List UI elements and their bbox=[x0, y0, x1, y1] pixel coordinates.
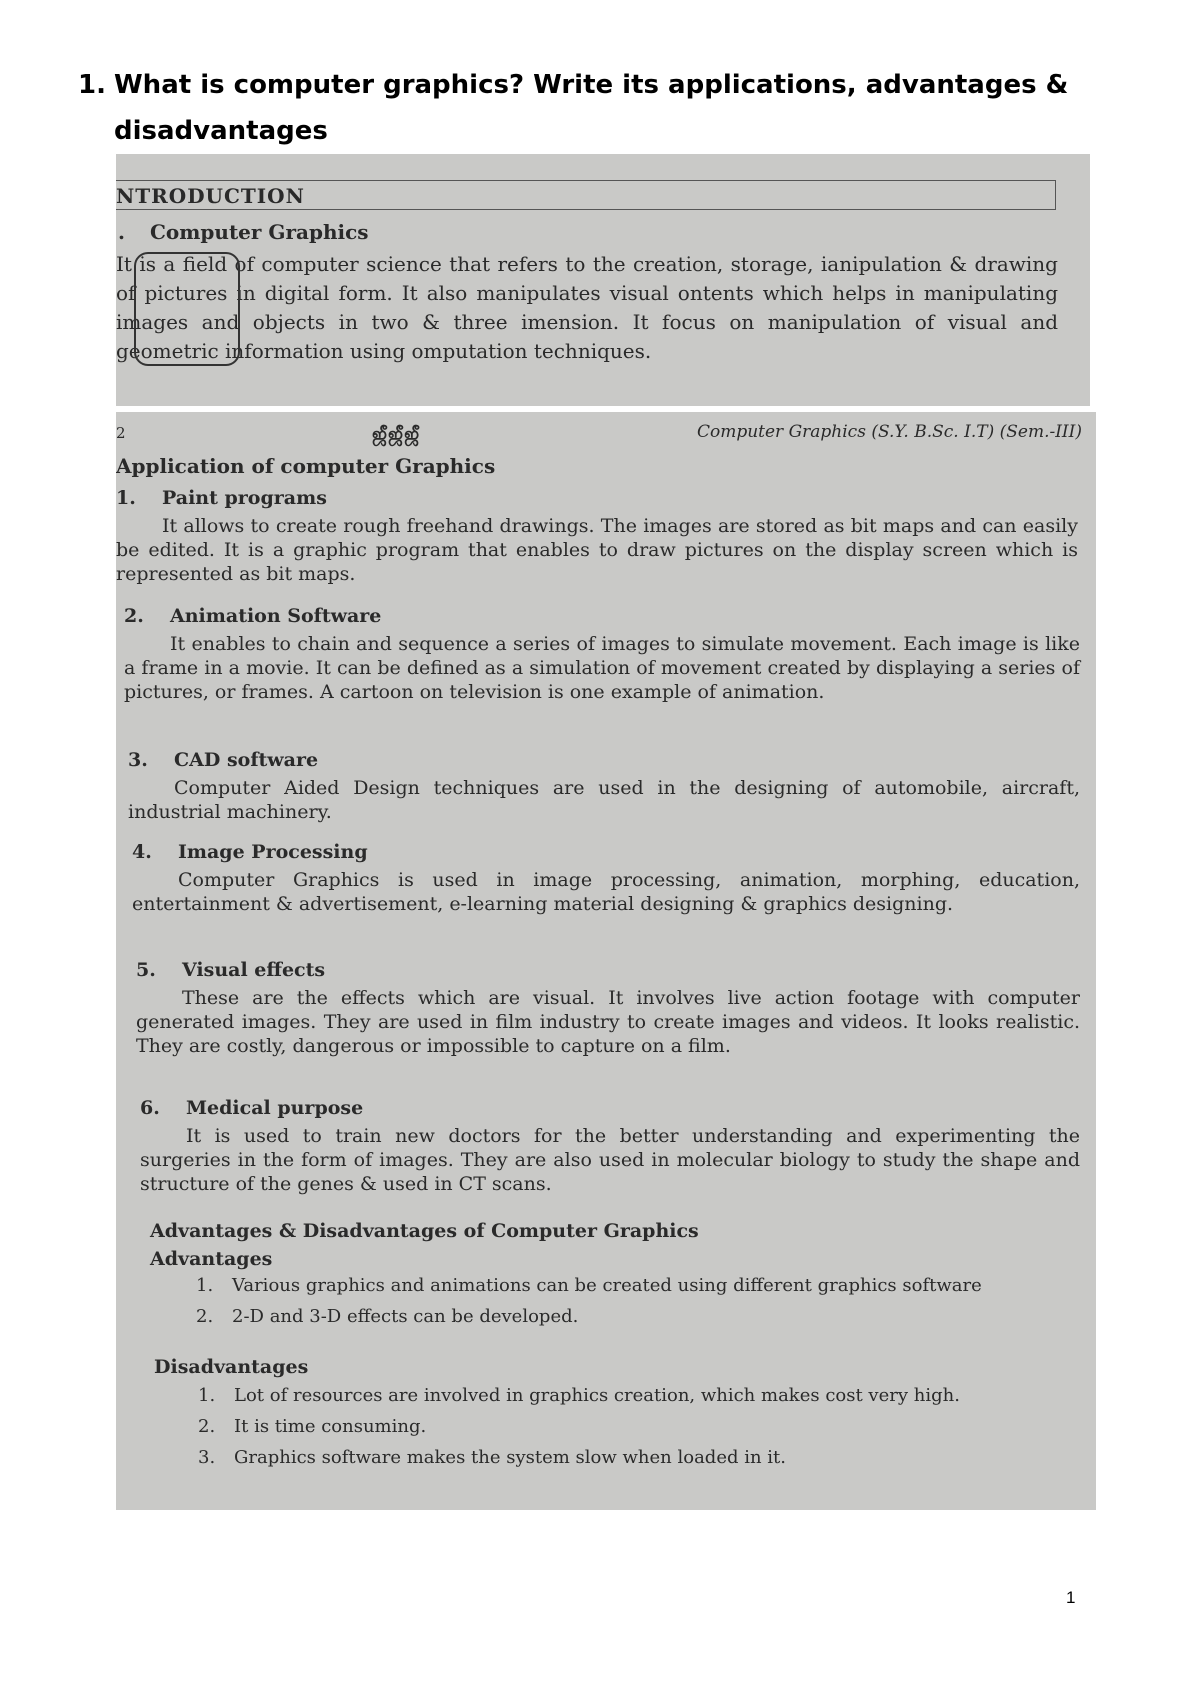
advantages-title: Advantages bbox=[150, 1248, 273, 1270]
subtitle: Computer Graphics bbox=[150, 220, 369, 244]
item-number: 4. bbox=[132, 841, 152, 863]
disadvantages-title: Disadvantages bbox=[154, 1356, 309, 1378]
item-body: Computer Aided Design techniques are used in the designing of automobile, aircraft, industrial machinery. bbox=[128, 777, 1080, 823]
intro-paragraph: It is a field of computer science that refers to the creation, storage, ianipulation & drawing of pictures in digital form. It also manipulates visual ontents which helps in manipulating images and objects in two & three imension. It focus on manipulation of visual and geometric information using omputation techniques. bbox=[116, 252, 1058, 363]
adv-dis-title: Advantages & Disadvantages of Computer Graphics bbox=[150, 1220, 699, 1242]
item-body: It is used to train new doctors for the better understanding and experimenting the surgeries in the form of images. They are also used in molecular biology to study the shape and structure of the genes & used in CT scans. bbox=[140, 1125, 1080, 1195]
book-page-number: 2 bbox=[116, 424, 126, 442]
item-body: It enables to chain and sequence a series of images to simulate movement. Each image is like a frame in a movie. It can be defined as a simulation of movement created by displaying a series of pictures, or frames. A cartoon on television is one example of animation. bbox=[124, 633, 1080, 703]
application-item bbox=[140, 1096, 1080, 1196]
question-heading bbox=[78, 62, 1078, 154]
item-number: 2. bbox=[124, 605, 144, 627]
item-title: Animation Software bbox=[170, 605, 382, 627]
advantages-list bbox=[196, 1274, 1076, 1336]
question-text: What is computer graphics? Write its applications, advantages & disadvantages bbox=[114, 70, 1069, 146]
question-number: 1. bbox=[78, 70, 106, 100]
list-item: 3. Graphics software makes the system slow when loaded in it. bbox=[198, 1447, 787, 1468]
application-item bbox=[136, 958, 1080, 1058]
item-number: 5. bbox=[136, 959, 156, 981]
list-item: 2. 2-D and 3-D effects can be developed. bbox=[196, 1306, 579, 1327]
subtitle-bullet: . bbox=[118, 220, 125, 244]
item-title: Medical purpose bbox=[186, 1097, 364, 1119]
section-title: NTRODUCTION bbox=[116, 184, 305, 208]
item-title: Image Processing bbox=[178, 841, 368, 863]
item-title: CAD software bbox=[174, 749, 319, 771]
item-number: 3. bbox=[128, 749, 148, 771]
disadvantages-list bbox=[198, 1384, 1076, 1477]
application-item bbox=[116, 486, 1078, 586]
item-title: Paint programs bbox=[162, 487, 327, 509]
list-item: 1. Various graphics and animations can be created using different graphics software bbox=[196, 1275, 982, 1296]
applications-title: Application of computer Graphics bbox=[116, 454, 496, 478]
item-number: 6. bbox=[140, 1097, 160, 1119]
item-number: 1. bbox=[116, 487, 136, 509]
list-item: 1. Lot of resources are involved in graphics creation, which makes cost very high. bbox=[198, 1385, 960, 1406]
application-item bbox=[128, 748, 1080, 824]
page-number: 1 bbox=[1066, 1588, 1076, 1607]
application-item bbox=[124, 604, 1080, 704]
item-body: These are the effects which are visual. It involves live action footage with computer generated images. They are used in film industry to create images and videos. It looks realistic. They are costly, dangerous or impossible to capture on a film. bbox=[136, 987, 1080, 1057]
application-item bbox=[132, 840, 1080, 916]
item-body: Computer Graphics is used in image processing, animation, morphing, education, entertainment & advertisement, e-learning material designing & graphics designing. bbox=[132, 869, 1080, 915]
running-header: Computer Graphics (S.Y. B.Sc. I.T) (Sem.-III) bbox=[696, 422, 1082, 442]
item-body: It allows to create rough freehand drawings. The images are stored as bit maps and can easily be edited. It is a graphic program that enables to draw pictures on the display screen which is represented as bit maps. bbox=[116, 515, 1078, 585]
item-title: Visual effects bbox=[182, 959, 326, 981]
list-item: 2. It is time consuming. bbox=[198, 1416, 427, 1437]
publisher-mark: ஜீஜீஜீ bbox=[372, 424, 421, 445]
intro-photo bbox=[116, 154, 1090, 406]
book-page-photo bbox=[116, 412, 1096, 1510]
